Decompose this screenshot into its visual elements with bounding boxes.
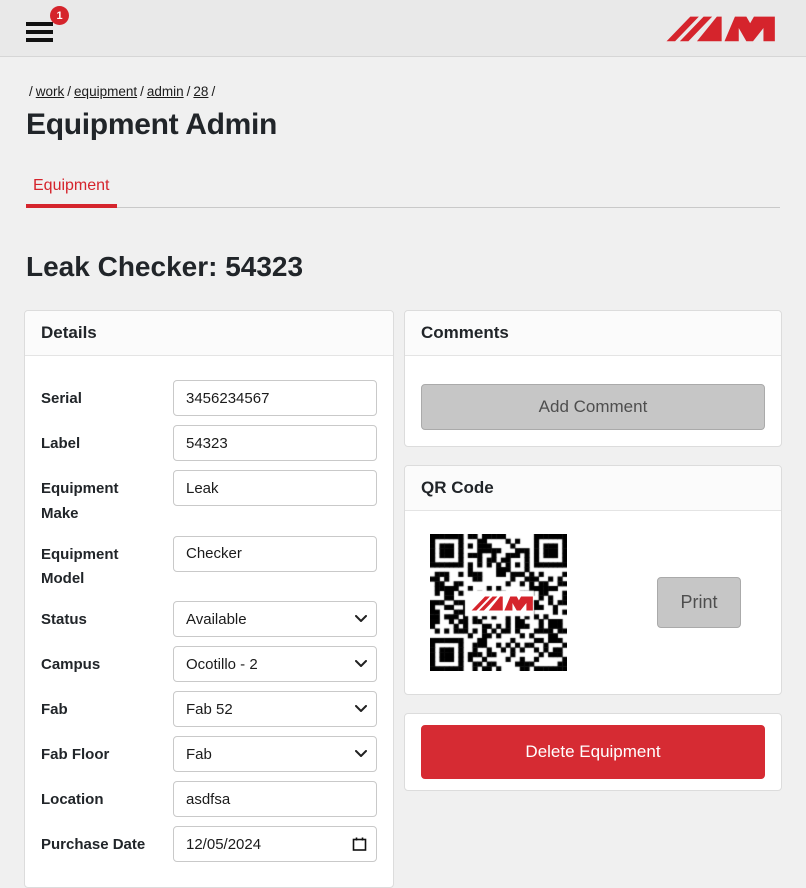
- equipment-heading: Leak Checker: 54323: [26, 251, 304, 282]
- field-label-fab: Fab: [41, 701, 68, 718]
- field-row-status: [41, 601, 377, 637]
- breadcrumb-separator: /: [186, 84, 191, 99]
- field-row-equipment-make: [41, 470, 377, 527]
- field-label-purchase-date: Purchase Date: [41, 836, 146, 853]
- qr-code-image: [421, 525, 576, 680]
- breadcrumb-separator: /: [67, 84, 72, 99]
- details-form: [25, 356, 393, 887]
- campus-select[interactable]: [173, 646, 377, 682]
- add-comment-button[interactable]: Add Comment: [421, 384, 765, 430]
- fab-select[interactable]: [173, 691, 377, 727]
- applied-materials-logo-icon[interactable]: [650, 9, 780, 47]
- qr-card-title: QR Code: [405, 466, 781, 511]
- comments-card-title: Comments: [405, 311, 781, 356]
- hamburger-menu-button[interactable]: [26, 9, 63, 44]
- field-row-purchase-date: [41, 826, 377, 862]
- print-button[interactable]: Print: [657, 577, 741, 628]
- equipment-model-input[interactable]: [173, 536, 377, 572]
- qr-center-logo-icon: [463, 592, 535, 614]
- comments-card: [404, 310, 782, 447]
- field-row-equipment-model: [41, 536, 377, 593]
- hamburger-icon: [26, 22, 53, 26]
- breadcrumb: [26, 84, 780, 99]
- details-card: [24, 310, 394, 888]
- field-label-equipment-make: Equipment Make: [41, 480, 119, 522]
- label-input[interactable]: [173, 425, 377, 461]
- breadcrumb-separator: /: [140, 84, 144, 99]
- breadcrumb-link-work[interactable]: work: [35, 84, 65, 99]
- tab-bar: [26, 171, 780, 208]
- fab-floor-select[interactable]: [173, 736, 377, 772]
- field-row-location: [41, 781, 377, 817]
- field-label-location: Location: [41, 791, 104, 808]
- field-label-campus: Campus: [41, 656, 101, 673]
- breadcrumb-separator: /: [29, 84, 33, 99]
- equipment-make-input[interactable]: [173, 470, 377, 506]
- breadcrumb-link-equipment[interactable]: equipment: [74, 84, 138, 99]
- location-input[interactable]: [173, 781, 377, 817]
- breadcrumb-link-admin[interactable]: admin: [146, 84, 184, 99]
- qr-code-card: [404, 465, 782, 695]
- purchase-date-input[interactable]: [173, 826, 377, 862]
- field-label-fab-floor: Fab Floor: [41, 746, 110, 763]
- field-label-equipment-model: Equipment Model: [41, 545, 119, 588]
- field-row-fab: [41, 691, 377, 727]
- field-row-fab-floor: [41, 736, 377, 772]
- field-label-label: Label: [41, 435, 81, 452]
- field-row-campus: [41, 646, 377, 682]
- tab-bar-divider: [117, 171, 781, 208]
- page-content: [0, 84, 806, 888]
- field-label-serial: Serial: [41, 390, 82, 407]
- status-select[interactable]: [173, 601, 377, 637]
- serial-input[interactable]: [173, 380, 377, 416]
- breadcrumb-separator: /: [211, 84, 216, 99]
- field-label-status: Status: [41, 611, 87, 628]
- page-title: Equipment Admin: [26, 108, 278, 141]
- details-card-title: Details: [25, 311, 393, 356]
- calendar-icon[interactable]: [352, 837, 367, 852]
- delete-card: [404, 713, 782, 791]
- breadcrumb-link-28[interactable]: 28: [193, 84, 209, 99]
- field-row-serial: [41, 380, 377, 416]
- delete-equipment-button[interactable]: Delete Equipment: [421, 725, 765, 779]
- notification-badge: 1: [50, 6, 69, 25]
- top-bar: [0, 0, 806, 57]
- tab-equipment[interactable]: Equipment: [26, 171, 117, 208]
- field-row-label: [41, 425, 377, 461]
